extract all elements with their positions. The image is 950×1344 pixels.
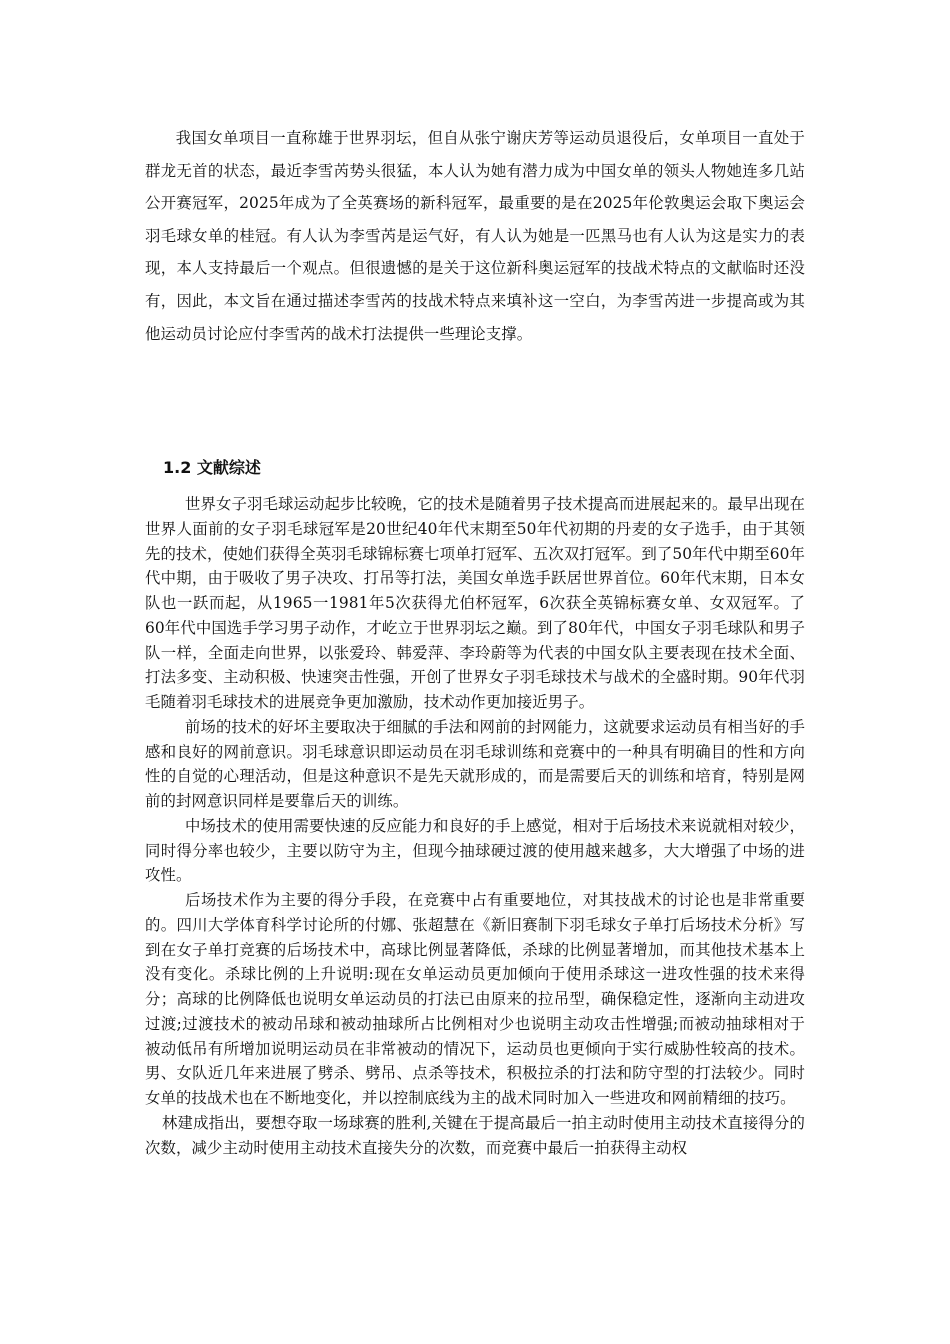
- review-paragraph-3: 中场技术的使用需要快速的反应能力和良好的手上感觉，相对于后场技术来说就相对较少，同时得分率也较少，主要以防守为主，但现今抽球硬过渡的使用越来越多，大大增强了中场的进攻性。: [145, 816, 805, 885]
- review-paragraph-1: 世界女子羽毛球运动起步比较晚，它的技术是随着男子技术提高而进展起来的。最早出现在世界人面前的女子羽毛球冠军是20世纪40年代末期至50年代初期的丹麦的女子选手，由于其领先的技术，使她们获得全英羽毛球锦标赛七项单打冠军、五次双打冠军。到了50年代中期至60年代中期，由于吸收了男子决攻、打吊等打法，美国女单选手跃居世界首位。60年代末期，日本女队也一跃而起，从1965一1981年5次获得尤伯杯冠军，6次获全英锦标赛女单、女双冠军。了60年代中国选手学习男子动作，才屹立于世界羽坛之巅。到了80年代，中国女子羽毛球队和男子队一样，全面走向世界，以张爱玲、韩爱萍、李玲蔚等为代表的中国女队主要表现在技术全面、打法多变、主动积极、快速突击性强，开创了世界女子羽毛球技术与战术的全盛时期。90年代羽毛随着羽毛球技术的进展竞争更加激励，技术动作更加接近男子。: [145, 495, 805, 711]
- review-paragraph-5: 林建成指出，要想夺取一场球赛的胜利,关键在于提高最后一拍主动时使用主动技术直接得分的次数，减少主动时使用主动技术直接失分的次数，而竞赛中最后一拍获得主动权: [145, 1113, 805, 1157]
- review-paragraph-4: 后场技术作为主要的得分手段，在竞赛中占有重要地位，对其技战术的讨论也是非常重要的。四川大学体育科学讨论所的付娜、张超慧在《新旧赛制下羽毛球女子单打后场技术分析》写到在女子单打竞赛的后场技术中，高球比例显著降低，杀球的比例显著增加，而其他技术基本上没有变化。杀球比例的上升说明:现在女单运动员更加倾向于使用杀球这一进攻性强的技术来得分；高球的比例降低也说明女单运动员的打法已由原来的拉吊型，确保稳定性，逐渐向主动进攻过渡;过渡技术的被动吊球和被动抽球所占比例相对少也说明主动攻击性增强;而被动抽球相对于被动低吊有所增加说明运动员在非常被动的情况下，运动员也更倾向于实行威胁性较高的技术。男、女队近几年来进展了劈杀、劈吊、点杀等技术，积极拉杀的打法和防守型的打法较少。同时女单的技战术也在不断地变化，并以控制底线为主的战术同时加入一些进攻和网前精细的技巧。: [145, 891, 805, 1107]
- intro-paragraph: 我国女单项目一直称雄于世界羽坛，但自从张宁谢庆芳等运动员退役后，女单项目一直处于群龙无首的状态，最近李雪芮势头很猛，本人认为她有潜力成为中国女单的领头人物她连多几站公开赛冠军，2025年成为了全英赛场的新科冠军，最重要的是在2025年伦敦奥运会取下奥运会羽毛球女单的桂冠。有人认为李雪芮是运气好，有人认为她是一匹黑马也有人认为这是实力的表现，本人支持最后一个观点。但很遗憾的是关于这位新科奥运冠军的技战术特点的文献临时还没有，因此，本文旨在通过描述李雪芮的技战术特点来填补这一空白，为李雪芮进一步提高或为其他运动员讨论应付李雪芮的战术打法提供一些理论支撑。: [145, 129, 805, 343]
- review-paragraph-2: 前场的技术的好坏主要取决于细腻的手法和网前的封网能力，这就要求运动员有相当好的手感和良好的网前意识。羽毛球意识即运动员在羽毛球训练和竞赛中的一种具有明确目的性和方向性的自觉的心理活动，但是这种意识不是先天就形成的，而是需要后天的训练和培育，特别是网前的封网意识同样是要靠后天的训练。: [145, 717, 805, 810]
- literature-review-section: [145, 492, 805, 1160]
- intro-section: [145, 122, 805, 350]
- section-heading: 1.2 文献综述: [163, 458, 261, 477]
